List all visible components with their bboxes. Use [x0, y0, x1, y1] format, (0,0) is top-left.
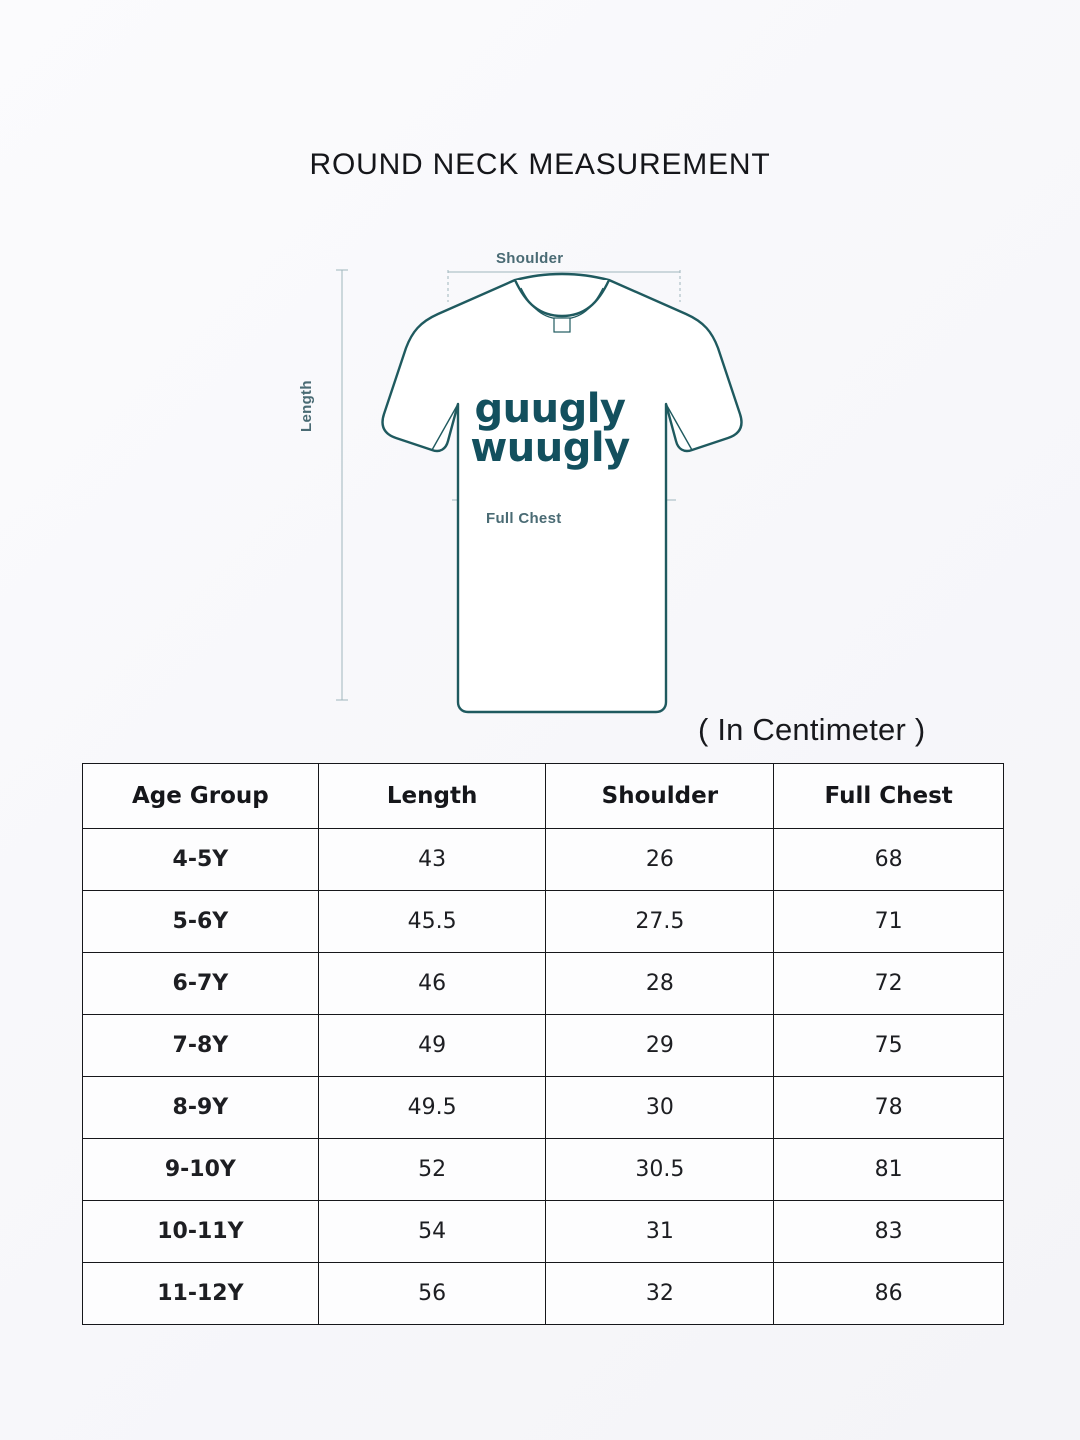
cell-age: 11-12Y: [83, 1263, 319, 1325]
cell-chest: 75: [774, 1015, 1004, 1077]
cell-shoulder: 29: [546, 1015, 774, 1077]
table-row: [83, 1139, 1004, 1201]
table-row: [83, 1015, 1004, 1077]
cell-chest: 83: [774, 1201, 1004, 1263]
cell-length: 49.5: [318, 1077, 546, 1139]
shoulder-dimension-label: Shoulder: [496, 250, 564, 267]
cell-chest: 81: [774, 1139, 1004, 1201]
cell-chest: 68: [774, 829, 1004, 891]
cell-shoulder: 30: [546, 1077, 774, 1139]
cell-age: 6-7Y: [83, 953, 319, 1015]
table-row: [83, 953, 1004, 1015]
table-row: [83, 891, 1004, 953]
cell-shoulder: 31: [546, 1201, 774, 1263]
cell-shoulder: 28: [546, 953, 774, 1015]
table-row: [83, 1077, 1004, 1139]
length-dimension-label: Length: [298, 380, 315, 432]
cell-shoulder: 27.5: [546, 891, 774, 953]
cell-age: 9-10Y: [83, 1139, 319, 1201]
column-header-shoulder: Shoulder: [546, 764, 774, 829]
tshirt-diagram: [300, 232, 800, 732]
table-row: [83, 1201, 1004, 1263]
brand-logo: [430, 386, 670, 472]
cell-length: 54: [318, 1201, 546, 1263]
column-header-age-group: Age Group: [83, 764, 319, 829]
cell-length: 43: [318, 829, 546, 891]
size-table: [82, 763, 1004, 1325]
table-header-row: [83, 764, 1004, 829]
column-header-length: Length: [318, 764, 546, 829]
cell-length: 49: [318, 1015, 546, 1077]
column-header-full-chest: Full Chest: [774, 764, 1004, 829]
cell-length: 56: [318, 1263, 546, 1325]
cell-length: 46: [318, 953, 546, 1015]
unit-note: ( In Centimeter ): [698, 712, 926, 747]
cell-shoulder: 32: [546, 1263, 774, 1325]
cell-chest: 86: [774, 1263, 1004, 1325]
cell-chest: 71: [774, 891, 1004, 953]
cell-age: 4-5Y: [83, 829, 319, 891]
cell-chest: 72: [774, 953, 1004, 1015]
tshirt-illustration: [300, 232, 800, 732]
cell-shoulder: 26: [546, 829, 774, 891]
cell-age: 5-6Y: [83, 891, 319, 953]
brand-logo-line-1: guugly: [474, 386, 626, 432]
cell-length: 45.5: [318, 891, 546, 953]
cell-age: 8-9Y: [83, 1077, 319, 1139]
table-row: [83, 1263, 1004, 1325]
table-row: [83, 829, 1004, 891]
cell-age: 10-11Y: [83, 1201, 319, 1263]
brand-logo-line-2: wuugly: [470, 425, 630, 472]
cell-shoulder: 30.5: [546, 1139, 774, 1201]
cell-age: 7-8Y: [83, 1015, 319, 1077]
chest-dimension-label: Full Chest: [486, 510, 562, 527]
cell-length: 52: [318, 1139, 546, 1201]
page-title: ROUND NECK MEASUREMENT: [309, 148, 771, 181]
cell-chest: 78: [774, 1077, 1004, 1139]
